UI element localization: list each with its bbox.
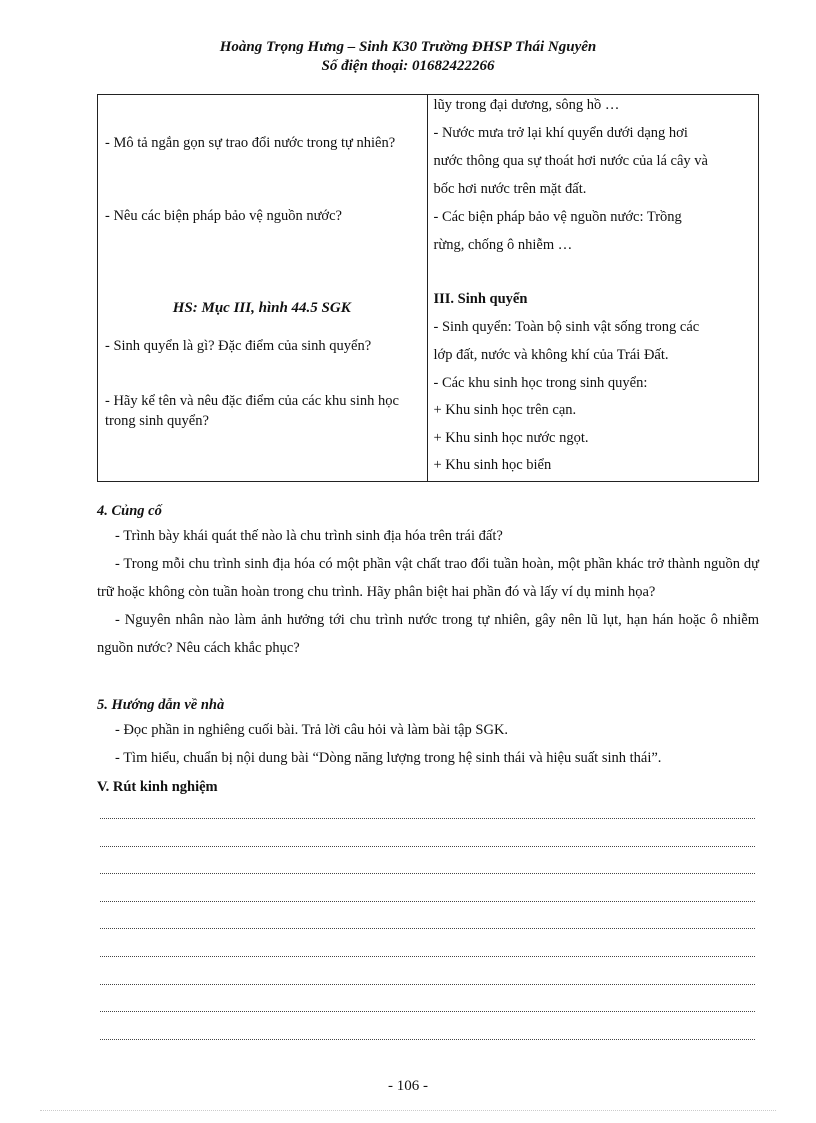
question-water-protection: - Nêu các biện pháp bảo vệ nguồn nước? xyxy=(105,208,342,224)
review-item: - Nguyên nhân nào làm ảnh hưởng tới chu trình nước trong tự nhiên, gây nên lũ lụt, hạn hán hoặc ô nhiễm nguồn nước? Nêu cách khắc phục? xyxy=(97,612,759,656)
content-line: lũy trong đại dương, sông hồ … xyxy=(433,97,620,113)
note-line xyxy=(100,1039,755,1040)
header-phone: Số điện thoại: 01682422266 xyxy=(321,58,495,74)
content-column xyxy=(427,95,759,482)
note-line xyxy=(100,928,755,929)
content-line: - Các khu sinh học trong sinh quyển: xyxy=(433,375,648,391)
section-cung-co xyxy=(97,500,759,662)
content-line: + Khu sinh học trên cạn. xyxy=(433,402,577,418)
content-line: - Nước mưa trở lại khí quyển dưới dạng hơi xyxy=(433,125,688,141)
content-line: + Khu sinh học biển xyxy=(433,457,552,473)
header-author: Hoàng Trọng Hưng – Sinh K30 Trường ĐHSP Thái Nguyên xyxy=(219,39,597,55)
page-header xyxy=(0,38,816,76)
section-title: V. Rút kinh nghiệm xyxy=(97,779,218,795)
note-line xyxy=(100,984,755,985)
page-number: - 106 - xyxy=(388,1078,428,1094)
content-line: nước thông qua sự thoát hơi nước của lá cây và xyxy=(433,153,708,169)
content-line: - Sinh quyển: Toàn bộ sinh vật sống trong các xyxy=(433,319,700,335)
teacher-column xyxy=(98,95,428,482)
content-line: bốc hơi nước trên mặt đất. xyxy=(433,181,587,197)
note-line xyxy=(100,818,755,819)
question-water-exchange: - Mô tả ngắn gọn sự trao đổi nước trong tự nhiên? xyxy=(105,135,396,151)
section-title: 4. Củng cố xyxy=(97,503,162,519)
content-line: + Khu sinh học nước ngọt. xyxy=(433,430,589,446)
homework-item: - Tìm hiểu, chuẩn bị nội dung bài “Dòng năng lượng trong hệ sinh thái và hiệu suất sinh thái”. xyxy=(115,750,662,766)
homework-item: - Đọc phần in nghiêng cuối bài. Trả lời câu hỏi và làm bài tập SGK. xyxy=(115,722,509,738)
review-item: - Trình bày khái quát thế nào là chu trình sinh địa hóa trên trái đất? xyxy=(115,528,503,544)
note-line xyxy=(100,901,755,902)
section-rut-kinh-nghiem xyxy=(97,776,759,798)
hs-reference: HS: Mục III, hình 44.5 SGK xyxy=(172,300,351,316)
content-line: - Các biện pháp bảo vệ nguồn nước: Trồng xyxy=(433,209,682,225)
note-line xyxy=(100,956,755,957)
section-title-biosphere: III. Sinh quyển xyxy=(433,291,528,307)
note-line xyxy=(100,846,755,847)
lesson-table xyxy=(97,94,759,482)
section-huong-dan xyxy=(97,694,759,772)
content-line: lớp đất, nước và không khí của Trái Đất. xyxy=(433,347,669,363)
question-biomes: - Hãy kể tên và nêu đặc điểm của các khu sinh học trong sinh quyển? xyxy=(105,393,399,429)
review-item: - Trong mỗi chu trình sinh địa hóa có một phần vật chất trao đổi tuần hoàn, một phần khác trở thành nguồn dự trữ hoặc không còn tuần hoàn trong chu trình. Hãy phân biệt hai phần đó và lấy ví dụ minh họa? xyxy=(97,556,759,600)
footer-rule xyxy=(40,1110,776,1111)
section-title: 5. Hướng dẫn về nhà xyxy=(97,697,225,713)
content-line: rừng, chống ô nhiễm … xyxy=(433,237,573,253)
question-biosphere: - Sinh quyển là gì? Đặc điểm của sinh quyển? xyxy=(105,338,372,354)
note-line xyxy=(100,873,755,874)
note-line xyxy=(100,1011,755,1012)
